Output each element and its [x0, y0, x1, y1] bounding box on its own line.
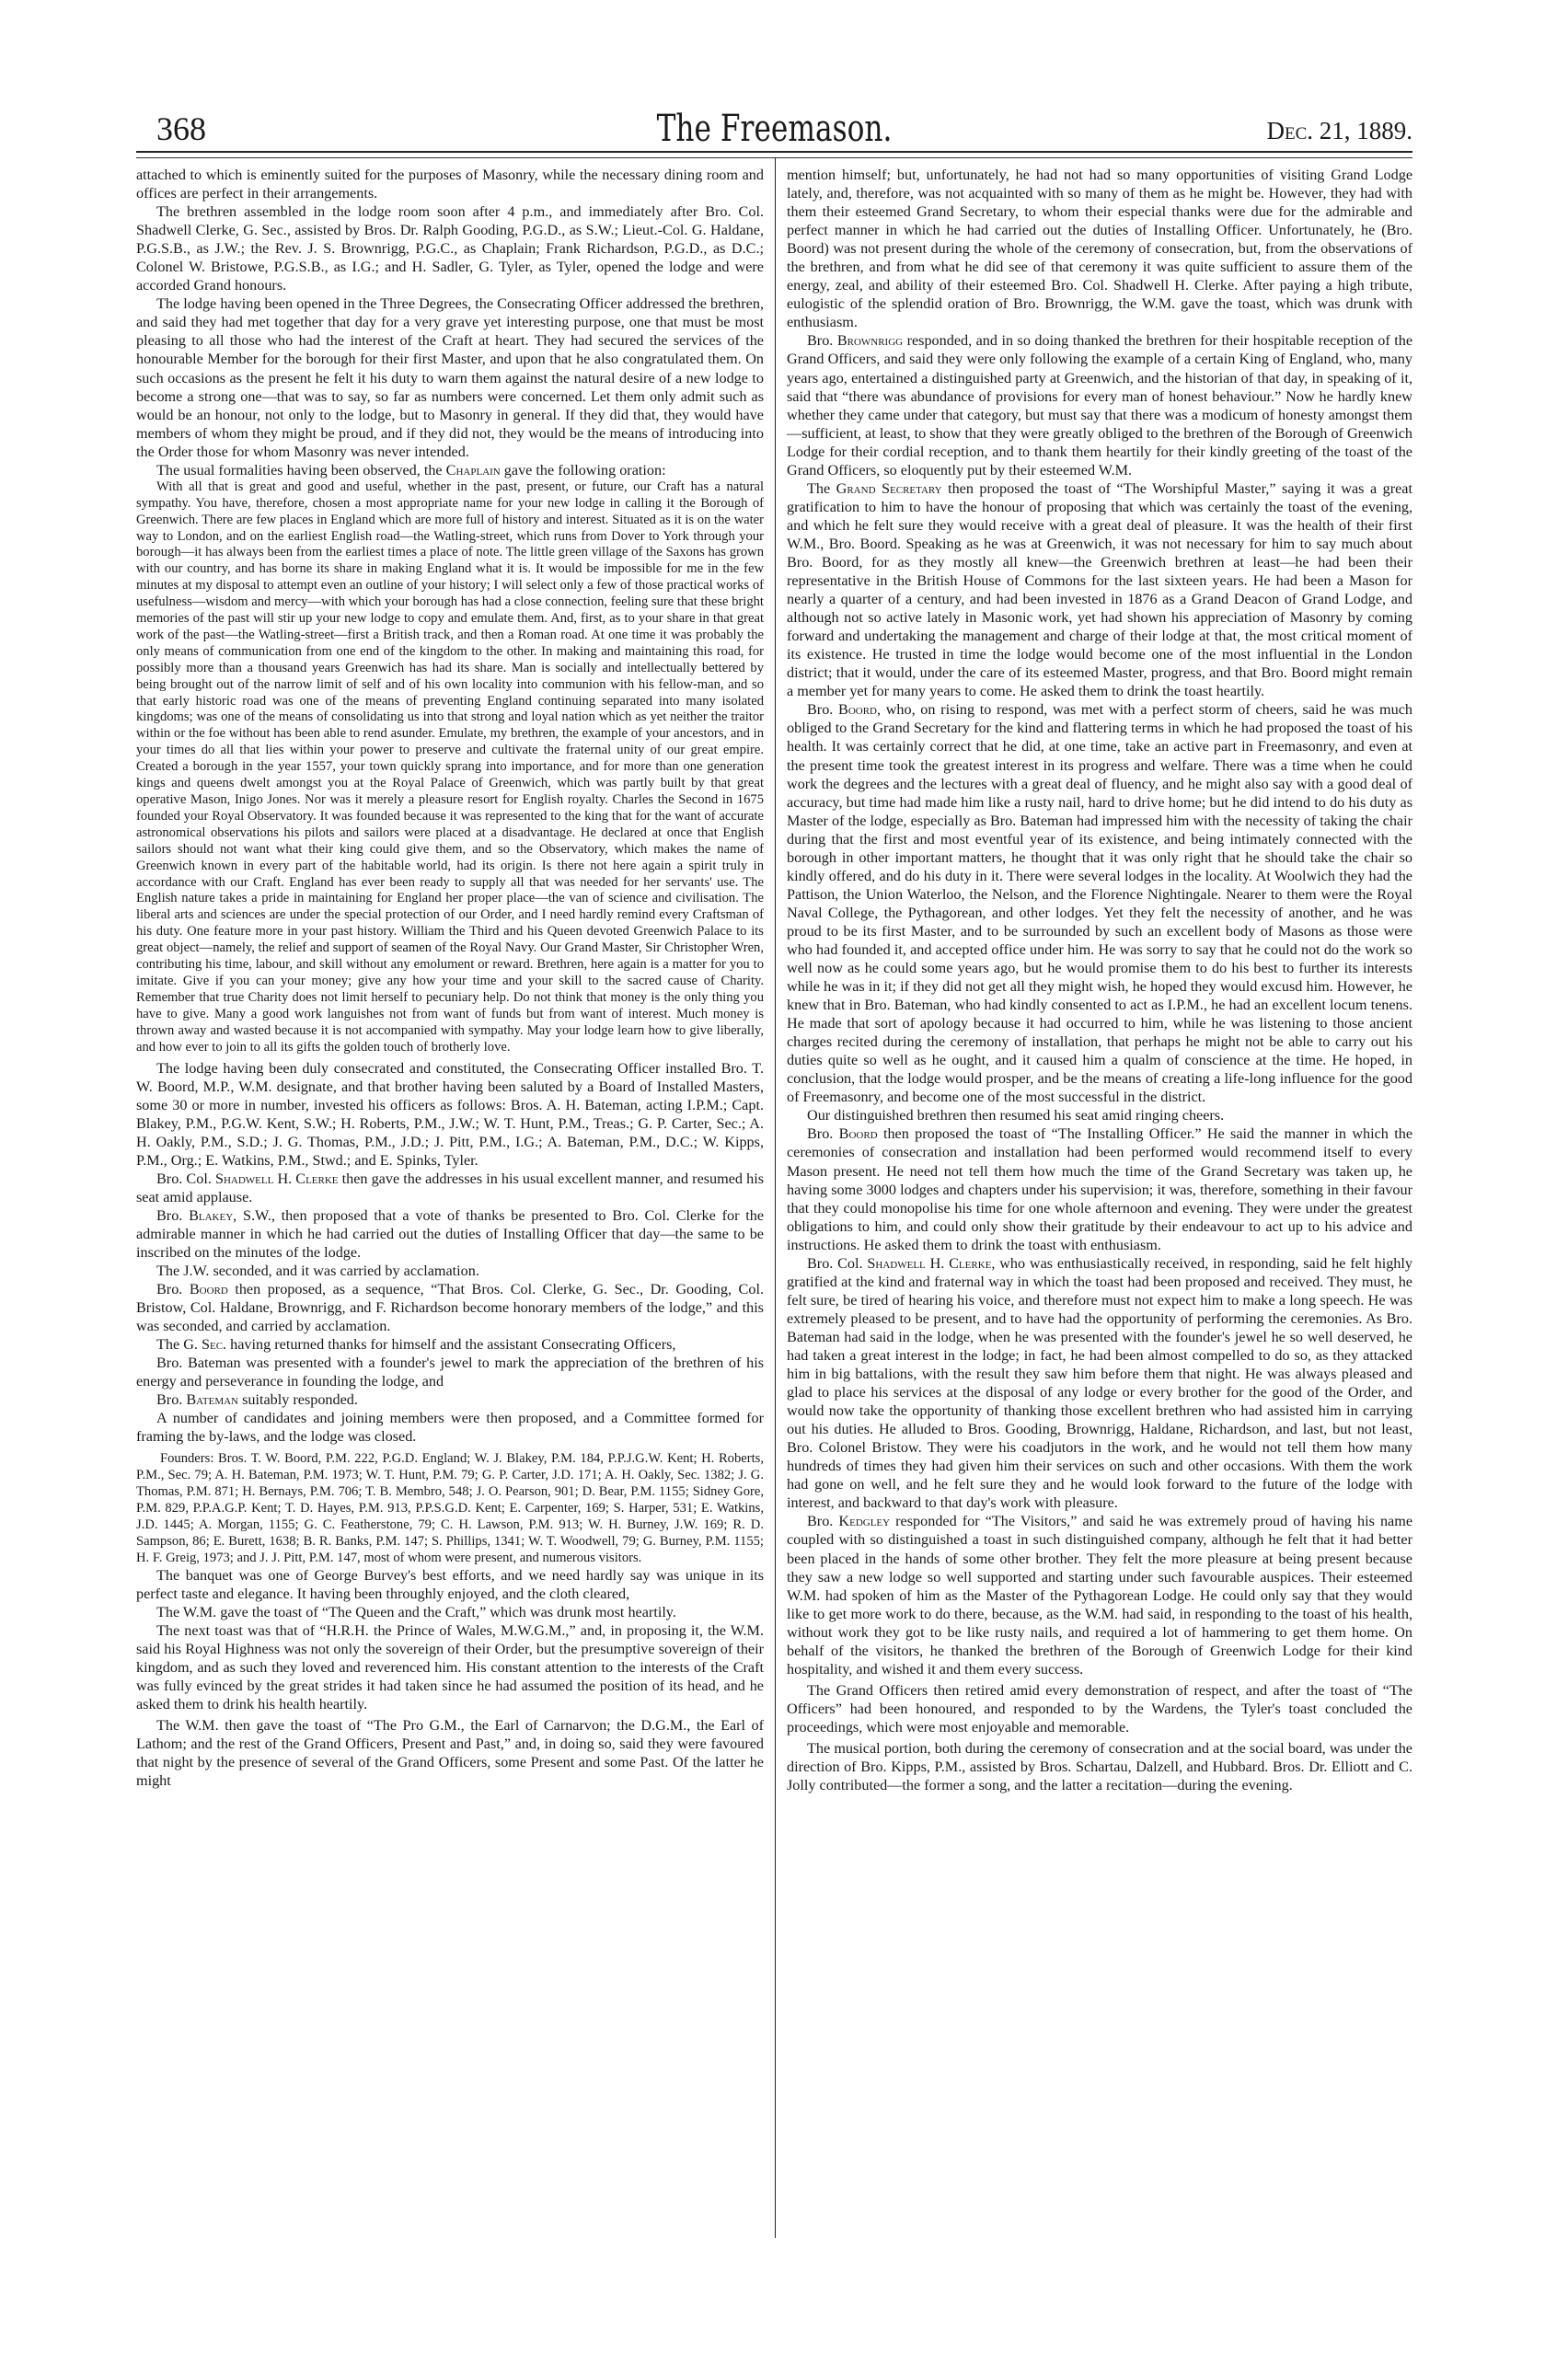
text-run: , who, on rising to respond, was met with a perfect storm of cheers, said he was much obliged to the Grand Secretary for the kind and flattering terms in which he had proposed the toast of his health. It was certainly correct that he did, at one time, take an active part in Freemasonry, and even at the present time took the greatest interest in its progress and welfare. There was a time when he could work the degrees and the lectures with a great deal of fluency, and he might also say with a good deal of accuracy, but time had made him like a rusty nail, hard to drive home; but he did intend to do his duty as Master of the lodge, especially as Bro. Bateman had impressed him with the necessity of taking the chair during that the first and most eventful year of its existence, and being intimately connected with the borough in other important matters, he thought that it was only right that he should take the chair so kindly offered, and do his duty in it. There were several lodges in the locality. At Woolwich they had the Pattison, the Union Waterloo, the Nelson, and the Florence Nightingale. Nearer to them were the Royal Naval College, the Pythagorean, and other lodges. Yet they felt the necessity of another, and he was proud to be its first Master, and to be surrounded by such an excellent body of Masons as those were who had founded it, and accepted office under him. He was sorry to say that he could not do the work so well now as he could some years ago, but he would promise them to do his best to further its interests while he was in it; if they did not get all they might wish, he hoped they would excusd him. However, he knew that in Bro. Bateman, who had kindly consented to act as I.P.M., he had an excellent locum tenens. He made that sort of apology because it had occurred to him, while he was listening to those ancient charges recited during the ceremony of installation, that perhaps he might not be able to carry out his duties quite so well as he ought, and it caused him a qualm of conscience at the time. He hoped, in conclusion, that the lodge would prosper, and be the means of creating a life-long influence for the good of Freemasonry, and become one of the most successful in the district.: [787, 701, 1413, 1106]
text-run: Bro.: [156, 1206, 190, 1224]
paragraph: [136, 1335, 764, 1354]
paragraph: The brethren assembled in the lodge room soon after 4 p.m., and immediately after Bro. Col. Shadwell Clerke, G. Sec., assisted by Bros. Dr. Ralph Gooding, P.G.D., as S.W.; Lieut.-Col. G. Haldane, P.G.S.B., as J.W.; the Rev. J. S. Brownrigg, P.G.C., as Chaplain; Frank Richardson, P.G.D., as D.C.; Colonel W. Bristowe, P.G.S.B., as I.G.; and H. Sadler, G. Tyler, as Tyler, opened the lodge and were accorded Grand honours.: [136, 203, 764, 294]
text-run: Bro.: [807, 1513, 839, 1530]
paragraph: The W.M. then gave the toast of “The Pro G.M., the Earl of Carnarvon; the D.G.M., the Earl of Lathom; and the rest of the Grand Officers, Present and Past,” and, in doing so, said they were favoured that night by the presence of several of the Grand Officers, some Present and some Past. Of the latter he might: [136, 1716, 764, 1790]
text-run: Bro.: [156, 1281, 190, 1298]
paragraph: [787, 1512, 1412, 1678]
text-run: responded for “The Visitors,” and said he was extremely proud of having his name coupled with so distinguished a toast in such distinguished company, although he felt that it had better been placed in the hands of some other brother. They felt the more pleasure at being present because they saw a new lodge so well supported and starting under such favourable auspices. Their esteemed W.M. had spoken of him as the Master of the Pythagorean Lodge. He could only say that they would like to get more work to do there, because, as the W.M. had said, in responding to the toast of his health, without work they got to be like rusty nails, and required a lot of hammering to get them home. On behalf of the visitors, he thanked the brethren of the Borough of Greenwich Lodge for their kind hospitality, and wished it and them every success.: [787, 1513, 1413, 1678]
text-run: The G.: [156, 1336, 202, 1354]
column-divider: [775, 158, 776, 2238]
text-run: responded, and in so doing thanked the brethren for their hospitable reception of the Grand Officers, and said they were only following the example of a certain King of England, who, many years ago, entertained a distinguished party at Greenwich, and the historian of that day, in speaking of it, said that “there was abundance of provisions for every man of honest behaviour.” Now he hardly knew whether they came under that category, but must say that there was a modicum of honesty amongst them—sufficient, at least, to show that they were greatly obliged to the brethren of the Borough of Greenwich Lodge for their cordial reception, and to thank them heartily for their kindly greeting of the toast of the Grand Officers, so eloquently put by their esteemed W.M.: [787, 332, 1413, 479]
text-run: then proposed, as a sequence, “That Bros. Col. Clerke, G. Sec., Dr. Gooding, Col. Bristow, Col. Haldane, Brownrigg, and F. Richardson become honorary members of the lodge,” and this was seconded, and carried by acclamation.: [136, 1281, 764, 1335]
paragraph: [136, 1280, 764, 1335]
masthead: [136, 109, 1412, 149]
speaker-name: Shadwell H. Clerke: [867, 1254, 992, 1272]
page-number: 368: [156, 110, 206, 147]
left-column: [136, 166, 764, 1790]
text-run: Bro.: [807, 332, 837, 350]
paragraph: [787, 331, 1412, 479]
paragraph: The lodge having been opened in the Three Degrees, the Consecrating Officer addressed the brethren, and said they had met together that day for a very grave yet interesting purpose, one that must be most pleasing to all those who had the interest of the Craft at heart. They had secured the services of the honourable Member for the borough for their first Master, and upon that he also congratulated them. On such occasions as the present he felt it his duty to warn them against the natural desire of a new lodge to become a strong one—that was to say, so far as numbers were concerned. Let them only admit such as would be an honour, not only to the lodge, but to Masonry in general. If they did that, they would have members of whom they might be proud, and if they did not, they would be the means of introducing into the Order those for whom Masonry was never intended.: [136, 295, 764, 460]
text-run: then proposed the toast of “The Installing Officer.” He said the manner in which the ceremonies of consecration and installation had been performed would recommend itself to every Mason present. He need not tell them how much the time of the Grand Secretary was taken up, he having some 3000 lodges and chapters under his supervision; it was, therefore, something in their favour that they could monopolise his time for one whole afternoon and evening. They were under the greatest obligations to him, and could only show their gratitude by their endeavour to act up to his advice and instructions. He asked them to drink the toast with enthusiasm.: [787, 1125, 1412, 1253]
speaker-name: Boord: [189, 1281, 228, 1298]
speaker-name: Sec.: [202, 1336, 227, 1354]
paragraph: [136, 1170, 764, 1206]
text-run: then proposed the toast of “The Worshipful Master,” saying it was a great gratification to him to have the honour of proposing that which was certainly the toast of the evening, and which he felt sure they would receive with a great deal of pleasure. It was the health of their first W.M., Bro. Boord. Speaking as he was at Greenwich, it was not necessary for him to say much about Bro. Boord, for as they mostly all knew—the Greenwich brethren at least—he had been their representative in the British House of Commons for the last sixteen years. He had been a Mason for nearly a quarter of a century, and had been invested in 1876 as a Grand Deacon of Grand Lodge, and although not so active lately in Masonic work, yet had shown his appreciation of Masonry by coming forward and undertaking the management and charge of their lodge at that, the most critical moment of its existence. He trusted in time the lodge would become one of the most influential in the London district; that it would, under the care of its esteemed Master, progress, and that Bro. Boord might remain a member yet for many years to come. He asked them to drink the toast heartily.: [787, 479, 1412, 700]
paragraph: [787, 1254, 1412, 1513]
text-run: Bro.: [807, 701, 839, 719]
founders-list: Founders: Bros. T. W. Boord, P.M. 222, P.G.D. England; W. J. Blakey, P.M. 184, P.P.J.G.W. Kent; H. Roberts, P.M., Sec. 79; A. H. Bateman, P.M. 1973; W. T. Hunt, P.M. 79; G. P. Carter, J.D. 171; A. H. Oakly, Sec. 1382; J. G. Thomas, P.M. 871; H. Bernays, P.M. 706; T. B. Membro, 548; J. O. Pearson, 901; D. Bear, P.M. 1155; Sidney Gore, P.M. 829, P.P.A.G.P. Kent; T. D. Hayes, P.M. 913, P.P.S.G.D. Kent; E. Carpenter, 169; S. Harper, 531; E. Watkins, J.D. 1445; A. Morgan, 1155; G. C. Featherstone, 79; C. H. Lawson, P.M. 913; W. H. Burney, J.W. 169; R. D. Sampson, 86; E. Burett, 1638; B. R. Banks, P.M. 147; S. Phillips, 1341; W. T. Woodwell, 79; G. Burney, P.M. 1155; H. F. Greig, 1973; and J. J. Pitt, P.M. 147, most of whom were present, and numerous visitors.: [136, 1450, 764, 1565]
masthead-rule-thick: [136, 151, 1412, 153]
text-run: Bro.: [156, 1391, 187, 1409]
paragraph: [787, 479, 1412, 701]
speaker-name: Boord: [838, 1125, 878, 1143]
paragraph: Our distinguished brethren then resumed his seat amid ringing cheers.: [807, 1107, 1225, 1124]
text-run: Bro. Col.: [156, 1170, 215, 1187]
paragraph: [787, 1124, 1412, 1253]
paragraph: [136, 1390, 764, 1409]
issue-date: Dec. 21, 1889.: [1266, 117, 1412, 144]
paragraph: attached to which is eminently suited for the purposes of Masonry, while the necessary dining room and offices are perfect in their arrangements.: [136, 167, 764, 202]
paragraph: The lodge having been duly consecrated and constituted, the Consecrating Officer installed Bro. T. W. Boord, M.P., W.M. designate, and that brother having been saluted by a Board of Installed Masters, some 30 or more in number, invested his officers as follows: Bros. A. H. Bateman, acting I.P.M.; Capt. Blakey, P.M., P.G.W. Kent, S.W.; H. Roberts, P.M., J.W.; W. T. Hunt, P.M., Treas.; G. P. Carter, Sec.; A. H. Oakly, P.M., S.D.; J. G. Thomas, P.M., J.D.; J. Pitt, P.M., I.G.; A. Bateman, P.M., D.C.; W. Kipps, P.M., Org.; E. Watkins, P.M., Stwd.; and E. Spinks, Tyler.: [136, 1059, 764, 1169]
text-run: The: [807, 479, 836, 497]
text-run: having returned thanks for himself and the assistant Consecrating Officers,: [226, 1336, 676, 1354]
text-run: then gave the addresses in his usual excellent manner, and resumed his seat amid applause.: [136, 1170, 765, 1205]
speaker-name: Chaplain: [445, 461, 501, 479]
text-run: Bro. Col.: [807, 1254, 868, 1272]
speaker-name: Blakey: [189, 1206, 234, 1224]
paragraph: [787, 700, 1412, 1106]
text-run: gave the following oration:: [500, 461, 666, 479]
text-run: suitably responded.: [238, 1391, 358, 1409]
text-run: , who was enthusiastically received, in responding, said he felt highly gratified at the kind and fraternal way in which the toast had been proposed and received. They must, he felt sure, be tired of hearing his voice, and therefore must not expect him to make a long speech. He was extremely pleased to be present, and to have had the opportunity of performing the ceremonies. As Bro. Bateman had said in the lodge, when he was presented with the founder's jewel he so well deserved, he had taken a great interest in the lodge; in fact, he had been almost compelled to do so, as they attacked him in big battalions, with the result they saw him before them that night. He was always pleased and glad to place his services at the disposal of any lodge or every brother for the good of the Order, and would now take the opportunity of thanking those excellent brethren who had assisted him in carrying out his duties. He alluded to Bros. Gooding, Brownrigg, Haldane, Richardson, and last, but not least, Bro. Colonel Bristow. They were his coadjutors in the work, and he would not tell them how many hundreds of times they had given him their services on such and other occasions. With them the work had gone on well, and he felt sure they and he would look forward to the future of the lodge with interest, and backward to that day's work with pleasure.: [787, 1254, 1412, 1512]
paragraph: [136, 461, 764, 479]
speaker-name: Shadwell H. Clerke: [214, 1170, 339, 1187]
right-column: [787, 166, 1412, 1794]
paragraph: mention himself; but, unfortunately, he had not had so many opportunities of visiting Grand Lodge lately, and, therefore, was not acquainted with so many of them as he might be. However, they had with them their esteemed Grand Secretary, to whom their especial thanks were due for the admirable and perfect manner in which he had carried out the duties of Installing Officer. Unfortunately, he (Bro. Boord) was not present during the whole of the ceremony of consecration, but, from the observations of the brethren, and from what he did see of that ceremony it was quite sufficient to assure them of the energy, zeal, and ability of their esteemed Bro. Col. Shadwell H. Clerke. After paying a high tribute, eulogistic of the splendid oration of Bro. Brownrigg, the W.M. gave the toast, which was drunk with enthusiasm.: [787, 167, 1412, 331]
paragraph: The Grand Officers then retired amid every demonstration of respect, and after the toast of “The Officers” had been honoured, and responded to by the Wardens, the Tyler's toast concluded the proceedings, which were most enjoyable and memorable.: [787, 1681, 1412, 1736]
paragraph: The J.W. seconded, and it was carried by acclamation.: [156, 1263, 479, 1280]
speaker-name: Grand Secretary: [836, 479, 942, 497]
paragraph: The W.M. gave the toast of “The Queen and the Craft,” which was drunk most heartily.: [156, 1603, 676, 1620]
speaker-name: Boord: [838, 701, 877, 719]
speaker-name: Bateman: [186, 1391, 239, 1409]
paragraph: [136, 1206, 764, 1262]
paragraph: Bro. Bateman was presented with a founder's jewel to mark the appreciation of the brethren of his energy and perseverance in founding the lodge, and: [136, 1355, 764, 1390]
oration-paragraph: With all that is great and good and useful, whether in the past, present, or future, our Craft has a natural sympathy. You have, therefore, chosen a most appropriate name for your new lodge in calling it the Borough of Greenwich. There are few places in England which are more full of history and interest. Situated as it is on the water way to London, and on the earliest English road—the Watling-street, which runs from Dover to York through your borough—it has always been from the earliest times a place of note. The little green village of the Saxons has grown with our country, and has borne its share in making England what it is. It would be impossible for me in the few minutes at my disposal to attempt even an outline of your history; I will select only a few of those practical works of usefulness—wisdom and mercy—with which your borough has had a close connection, feeling sure that these bright memories of the past will stir up your new lodge to copy and emulate them. And, first, as to your share in that great work of the past—the Watling-street—first a British track, and then a Roman road. At one time it was probably the only means of communication from one end of the kingdom to the other. In making and maintaining this road, for possibly more than a thousand years Greenwich has had its share. Man is socially and intellectually bettered by being brought out of the narrow limit of self and of his own locality into communion with his fellow-man, and so that early historic road was one of the means of preventing England continuing separated into many isolated kingdoms; was one of the means of consolidating us into that strong and loyal nation which as yet neither the traitor within or the foe without has been able to rend asunder. Emulate, my brethren, the example of your ancestors, and in your times do all that lies within your power to preserve and cultivate the fraternal unity of our great empire. Created a borough in the year 1557, your town quickly sprang into importance, and for more than one generation kings and queens dwelt amongst you at the Royal Palace of Greenwich, which was partly built by that great operative Mason, Inigo Jones. Nor was it merely a pleasure resort for English royalty. Charles the Second in 1675 founded your Royal Observatory. It was founded because it was represented to the king that for the want of accurate astronomical observations his pilots and sailors were placed at a disadvantage. He declared at once that English sailors should not want what their king could give them, and so the Observatory, which makes the name of Greenwich known in every part of the habitable world, had its origin. Is there not here again a spirit truly in accordance with our Craft. England has ever been ready to supply all that was needed for her servants' use. The English nature takes a pride in maintaining for England her proper place—the van of science and civilisation. The liberal arts and sciences are under the special protection of our Order, and I need hardly remind every Craftsman of his duty. One feature more in your past history. William the Third and his Queen devoted Greenwich Palace to its great object—namely, the relief and support of seamen of the Royal Navy. Our Grand Master, Sir Christopher Wren, contributing his time, labour, and skill without any emolument or reward. Brethren, here again is a matter for you to imitate. Give if you can your money; give any how your time and your skill to the sacred cause of Charity. Remember that true Charity does not limit herself to pecuniary help. Do not think that money is the only thing you have to give. Many a good work languishes not from want of funds but from want of interest. Much money is thrown away and wasted because it is not accompanied with sympathy. May your lodge learn how to give liberally, and how ever to join to all its gifts the golden touch of brotherly love.: [136, 479, 764, 1055]
speaker-name: Brownrigg: [836, 332, 904, 350]
paragraph: The next toast was that of “H.R.H. the Prince of Wales, M.W.G.M.,” and, in proposing it, the W.M. said his Royal Highness was not only the sovereign of their Order, but the presumptive sovereign of their kingdom, and as such they loved and reverenced him. His constant attention to the interests of the Craft was fully evinced by the great strides it had taken since he had assumed the position of its head, and he asked them to drink his health heartily.: [136, 1621, 764, 1712]
speaker-name: Kedgley: [838, 1513, 891, 1530]
text-run: , S.W., then proposed that a vote of thanks be presented to Bro. Col. Clerke for the admirable manner in which he had carried out the duties of Installing Officer that day—the same to be inscribed on the minutes of the lodge.: [136, 1206, 764, 1261]
publication-title: The Freemason.: [656, 108, 893, 150]
paragraph: A number of candidates and joining members were then proposed, and a Committee formed for framing the by-laws, and the lodge was closed.: [136, 1410, 764, 1446]
text-run: Bro.: [807, 1125, 839, 1143]
paragraph: The banquet was one of George Burvey's best efforts, and we need hardly say was unique in its perfect taste and elegance. It having been throughly enjoyed, and the cloth cleared,: [136, 1566, 764, 1602]
paragraph: The musical portion, both during the ceremony of consecration and at the social board, was under the direction of Bro. Kipps, P.M., assisted by Bros. Schartau, Dalzell, and Hubbard. Bros. Dr. Elliott and C. Jolly contributed—the former a song, and the latter a recitation—during the evening.: [787, 1739, 1412, 1794]
text-run: The usual formalities having been observed, the: [156, 461, 446, 479]
